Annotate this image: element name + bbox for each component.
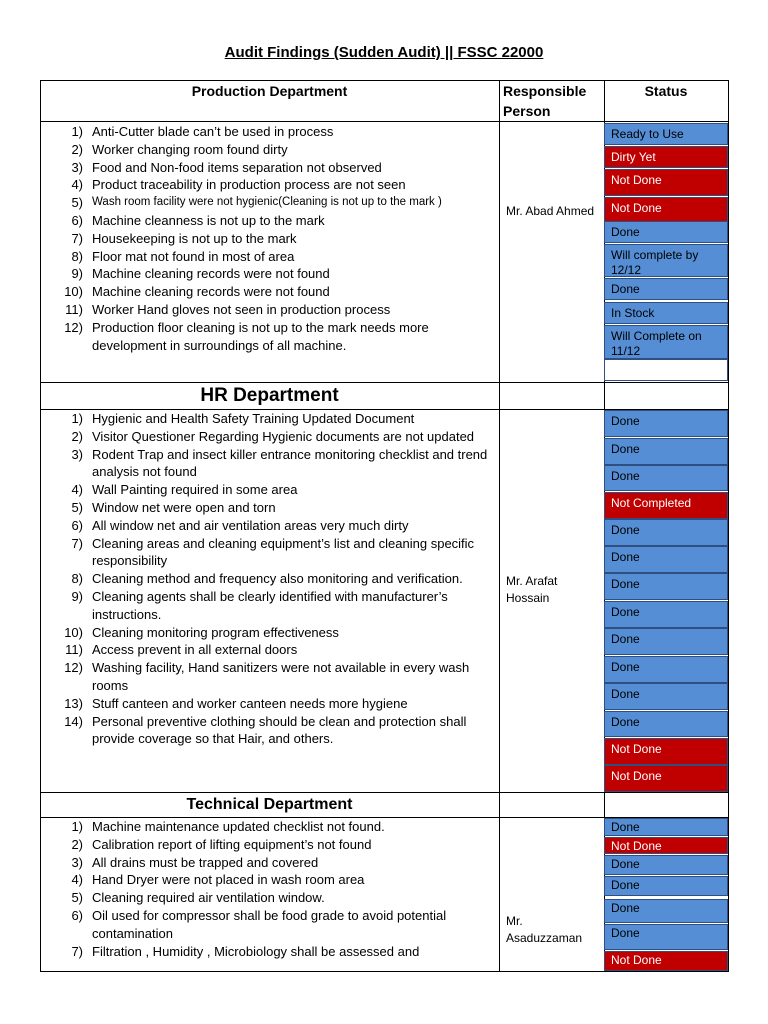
finding-item (52, 695, 492, 713)
finding-text: All drains must be trapped and covered (92, 854, 319, 870)
status-badge: Done (604, 221, 728, 243)
status-badge: Done (604, 855, 728, 875)
section-title-hr: HR Department (200, 385, 339, 406)
hr-header-top-line (40, 382, 729, 383)
finding-text: Production floor cleaning is not up to the mark needs more development in surroundings of all machine. (92, 319, 429, 353)
finding-text: Product traceability in production process are not seen (92, 177, 406, 193)
finding-text: Machine cleaning records were not found (92, 266, 330, 282)
finding-item (52, 212, 492, 230)
finding-text: Personal preventive clothing should be clean and protection shall provide coverage so that Hair, and others. (92, 713, 467, 747)
header-responsible-person: Responsible Person (503, 83, 587, 119)
responsible-person-production: Mr. Abad Ahmed (506, 204, 595, 218)
section-title-technical: Technical Department (186, 796, 353, 813)
finding-item (52, 428, 492, 446)
finding-number: 11) (65, 642, 83, 658)
status-badge: Done (604, 438, 728, 465)
status-badge: Done (604, 876, 728, 896)
finding-number: 6) (71, 517, 83, 533)
finding-item (52, 141, 492, 159)
finding-item (52, 159, 492, 177)
finding-number: 14) (64, 713, 83, 729)
header-bottom-line (40, 121, 729, 122)
finding-item (52, 481, 492, 499)
status-badge: Done (604, 573, 728, 600)
status-badge: Done (604, 711, 728, 737)
finding-item (52, 248, 492, 266)
finding-text: Cleaning method and frequency also monitoring and verification. (92, 571, 463, 587)
table-border-right (728, 80, 729, 972)
finding-number: 3) (71, 446, 83, 462)
finding-item (52, 319, 492, 355)
status-badge: Done (604, 278, 728, 300)
table-border-left (40, 80, 41, 972)
finding-text: Stuff canteen and worker canteen needs more hygiene (92, 695, 408, 711)
status-badge: Done (604, 656, 728, 683)
finding-text: Housekeeping is not up to the mark (92, 230, 297, 246)
finding-number: 7) (71, 943, 83, 959)
finding-number: 2) (71, 428, 83, 444)
finding-text: Hand Dryer were not placed in wash room area (92, 872, 365, 888)
finding-text: Filtration , Humidity , Microbiology shall be assessed and (92, 943, 420, 959)
finding-item (52, 588, 492, 624)
finding-number: 13) (64, 695, 83, 711)
findings-list-technical (52, 818, 492, 960)
finding-text: Oil used for compressor shall be food grade to avoid potential contamination (92, 907, 447, 941)
status-badge: Will complete by 12/12 (604, 244, 728, 277)
finding-item (52, 283, 492, 301)
finding-text: Worker changing room found dirty (92, 141, 288, 157)
finding-text: Cleaning areas and cleaning equipment’s list and cleaning specific responsibility (92, 535, 475, 569)
finding-item (52, 176, 492, 194)
finding-item (52, 410, 492, 428)
finding-text: Wall Painting required in some area (92, 482, 298, 498)
finding-number: 5) (71, 890, 83, 906)
status-badge: Dirty Yet (604, 146, 728, 168)
finding-text: Visitor Questioner Regarding Hygienic documents are not updated (92, 428, 475, 444)
finding-number: 2) (71, 836, 83, 852)
finding-text: Machine maintenance updated checklist not found. (92, 819, 385, 834)
status-badge (604, 359, 728, 381)
header-department: Production Department (191, 83, 348, 99)
status-badge: Done (604, 818, 728, 836)
finding-item (52, 517, 492, 535)
table-border-bottom (40, 971, 729, 972)
finding-number: 10) (64, 284, 83, 300)
status-badge: Will Complete on 11/12 (604, 325, 728, 359)
finding-number: 8) (71, 571, 83, 587)
status-badge: Done (604, 546, 728, 573)
finding-item (52, 659, 492, 695)
finding-item (52, 535, 492, 571)
finding-text: Cleaning required air ventilation window. (92, 890, 325, 906)
finding-number: 9) (71, 266, 83, 282)
finding-text: Hygienic and Health Safety Training Updated Document (92, 411, 415, 426)
finding-number: 4) (71, 482, 83, 498)
finding-text: Access prevent in all external doors (92, 642, 298, 658)
document-title: Audit Findings (Sudden Audit) || FSSC 22000 (224, 44, 544, 61)
status-badge: Not Done (604, 169, 728, 196)
finding-number: 7) (71, 535, 83, 551)
finding-item (52, 854, 492, 872)
finding-number: 5) (71, 195, 83, 211)
finding-item (52, 265, 492, 283)
finding-text: Cleaning agents shall be clearly identified with manufacturer’s instructions. (92, 588, 448, 622)
tech-header-top-line (40, 792, 729, 793)
status-badge: Not Done (604, 197, 728, 224)
finding-number: 3) (71, 159, 83, 175)
finding-number: 1) (71, 819, 83, 834)
finding-number: 7) (71, 230, 83, 246)
finding-text: Floor mat not found in most of area (92, 248, 295, 264)
finding-number: 6) (71, 907, 83, 923)
status-badge: Ready to Use (604, 123, 728, 145)
finding-number: 12) (64, 660, 83, 676)
finding-item (52, 836, 492, 854)
findings-list-production (52, 123, 492, 354)
finding-text: Wash room facility were not hygienic(Cleaning is not up to the mark ) (92, 196, 442, 209)
finding-text: Calibration report of lifting equipment’s not found (92, 836, 372, 852)
finding-item (52, 230, 492, 248)
responsible-person-hr: Mr. Arafat Hossain (506, 574, 558, 605)
finding-number: 1) (71, 411, 83, 426)
finding-item (52, 570, 492, 588)
status-badge: Not Completed (604, 492, 728, 519)
responsible-person-technical: Mr. Asaduzzaman (506, 914, 583, 945)
status-badge: Done (604, 465, 728, 491)
header-status: Status (644, 83, 688, 99)
status-badge: Not Done (604, 837, 728, 854)
finding-number: 4) (71, 872, 83, 888)
finding-number: 9) (71, 588, 83, 604)
finding-item (52, 499, 492, 517)
finding-item (52, 301, 492, 319)
finding-text: Food and Non-food items separation not observed (92, 159, 382, 175)
status-badge: Done (604, 601, 728, 628)
status-badge: Not Done (604, 951, 728, 971)
finding-item (52, 907, 492, 943)
finding-number: 5) (71, 499, 83, 515)
finding-text: All window net and air ventilation areas very much dirty (92, 517, 409, 533)
finding-text: Anti-Cutter blade can’t be used in process (92, 124, 334, 139)
finding-item (52, 641, 492, 659)
finding-text: Machine cleaning records were not found (92, 284, 330, 300)
finding-item (52, 446, 492, 482)
status-badge: Not Done (604, 765, 728, 792)
status-badge: In Stock (604, 302, 728, 324)
status-badge: Done (604, 628, 728, 655)
finding-item (52, 943, 492, 961)
status-badge: Done (604, 899, 728, 923)
status-badge: Done (604, 519, 728, 546)
finding-number: 1) (71, 124, 83, 139)
finding-text: Window net were open and torn (92, 499, 276, 515)
finding-item (52, 624, 492, 642)
finding-text: Worker Hand gloves not seen in production process (92, 301, 391, 317)
finding-text: Machine cleanness is not up to the mark (92, 212, 325, 228)
finding-item (52, 818, 492, 836)
status-badge: Not Done (604, 738, 728, 765)
finding-text: Washing facility, Hand sanitizers were not available in every wash rooms (92, 660, 470, 693)
finding-item (52, 123, 492, 141)
finding-item (52, 194, 492, 212)
finding-number: 6) (71, 212, 83, 228)
finding-text: Rodent Trap and insect killer entrance monitoring checklist and trend analysis not found (92, 446, 488, 480)
finding-number: 10) (64, 624, 83, 640)
finding-number: 2) (71, 141, 83, 157)
finding-item (52, 889, 492, 907)
finding-number: 12) (64, 319, 83, 335)
finding-item (52, 713, 492, 749)
finding-text: Cleaning monitoring program effectiveness (92, 624, 339, 640)
status-badge: Done (604, 924, 728, 950)
findings-list-hr (52, 410, 492, 748)
finding-number: 11) (65, 301, 83, 317)
finding-item (52, 871, 492, 889)
column-divider-person (499, 80, 500, 972)
status-badge: Done (604, 683, 728, 710)
finding-number: 3) (71, 854, 83, 870)
status-badge: Done (604, 410, 728, 437)
finding-number: 8) (71, 248, 83, 264)
finding-number: 4) (71, 177, 83, 193)
